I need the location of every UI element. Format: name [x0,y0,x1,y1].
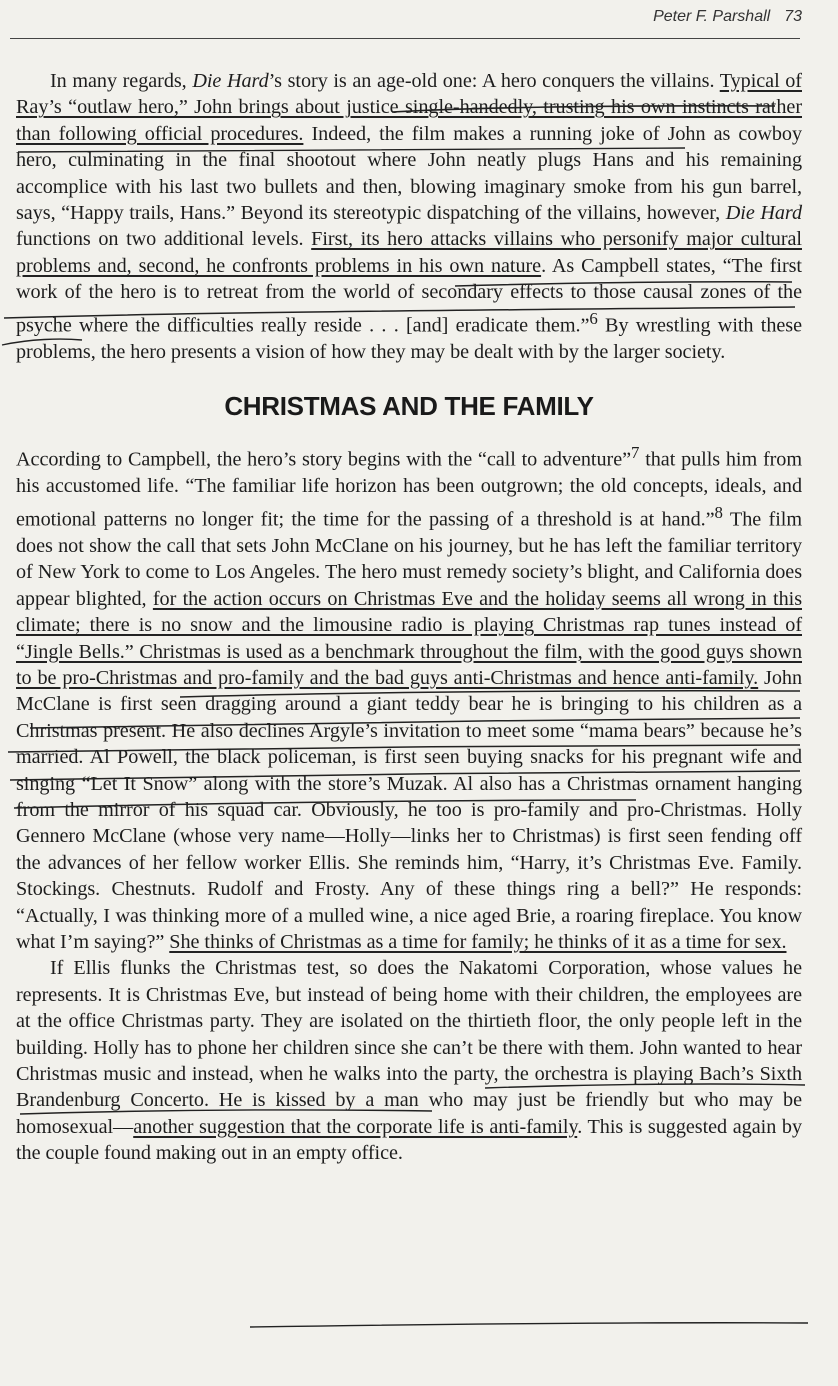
pen-stroke [250,1323,808,1327]
text-run: The film does not show the call that sets John McClane on his journey, but he has left the familiar territory of New York to come to Los Angeles. The hero must remedy society’s blight, and California does appear blighted, [16,508,802,610]
text-run: According to Campbell, the hero’s story begins with the “call to adventure” [16,448,632,471]
body-text [16,68,802,1167]
text-run: ’s story is an age-old one: A hero conquers the villains. [268,70,720,92]
underlined-passage: She thinks of Christmas as a time for family; he thinks of it as a time for sex. [169,930,787,953]
text-run: . This is suggested again by the couple found making out in an empty office. [16,1115,802,1165]
section-heading: CHRISTMAS AND THE FAMILY [224,391,594,422]
film-title: Die Hard [725,202,802,225]
text-run: functions on two additional levels. [16,228,312,251]
text-run: In many regards, [50,70,193,92]
footnote-marker: 7 [631,443,640,463]
text-run: . As Campbell states, “The first work of the hero is to retreat from the world of secondary effects to those causal zones of the psyche where the difficulties really reside . . . [and] eradicate them.” [16,254,802,337]
film-title: Die Hard [192,70,269,92]
text-run: Indeed, the film makes a running joke of John as cowboy hero, culminating in the final shootout where John neatly plugs Hans and his remaining accomplice with his last two bullets and then, blowing imaginary smoke from his gun barrel, says, “Happy trails, Hans.” Beyond its stereotypic dispatching of the villains, however, [16,122,802,225]
header-rule [10,38,800,39]
text-run: John McClane is first seen dragging around a giant teddy bear he is bringing to his children as a Christmas present. He also declines Argyle’s invitation to meet some “mama bears” because he’s married. Al Powell, the black policeman, is first seen buying snacks for his pregnant wife and singing “Let It Snow” along with the store’s Muzak. Al also has a Christmas ornament hanging from the mirror of his squad car. Obviously, he too is pro-family and pro-Christmas. Holly Gennero McClane (whose very name—Holly—links her to Christmas) is first seen fending off the advances of her fellow worker Ellis. She reminds him, “Harry, it’s Christmas Eve. Family. Stockings. Chestnuts. Rudolf and Frosty. Any of these things ring a bell?” He responds: “Actually, I was thinking more of a mulled wine, a nice aged Brie, a roaring fireplace. You know what I’m saying?” [16,666,802,953]
text-run: that pulls him from his accustomed life. “The familiar life horizon has been outgrown; the old concepts, ideals, and emotional patterns no longer fit; the time for the passing of a threshold is at hand.” [16,448,802,531]
running-head [653,8,802,26]
paragraph-nakatomi [16,955,802,1166]
footnote-marker: 6 [589,308,598,328]
text-run: By wrestling with these problems, the hero presents a vision of how they may be dealt with by the larger society. [16,314,802,363]
paragraph-call-to-adventure [16,440,802,955]
underlined-passage: Typical of Ray’s “outlaw hero,” John brings about justice single-handedly, trusting his own instincts rather than following official procedures. [16,70,802,145]
underlined-passage: for the action occurs on Christmas Eve and the holiday seems all wrong in this climate; there is no snow and the limousine radio is playing Christmas rap tunes instead of “Jingle Bells.” Christmas is used as a benchmark throughout the film, with the good guys shown to be pro-Christmas and pro-family and the bad guys anti-Christmas and hence anti-family. [16,587,802,689]
footnote-marker: 8 [714,502,723,522]
running-head-author: Peter F. Parshall [653,8,771,25]
text-run: If Ellis flunks the Christmas test, so does the Nakatomi Corporation, whose values he represents. It is Christmas Eve, but instead of being home with their children, the employees are at the office Christmas party. They are isolated on the thirtieth floor, the only people left in the building. Holly has to phone her children since she can’t be there with them. John wanted to hear Christmas music and instead, when he walks into the party, the orchestra is playing Bach’s Sixth Brandenburg Concerto. He is kissed by a man who may just be friendly but who may be homosexual— [16,957,802,1138]
page-number: 73 [784,8,802,25]
underlined-passage: First, its hero attacks villains who personify major cultural problems and, second, he confronts problems in his own nature [16,228,802,277]
underlined-passage: another suggestion that the corporate life is anti-family [133,1115,578,1138]
paragraph-die-hard-story [16,68,802,365]
